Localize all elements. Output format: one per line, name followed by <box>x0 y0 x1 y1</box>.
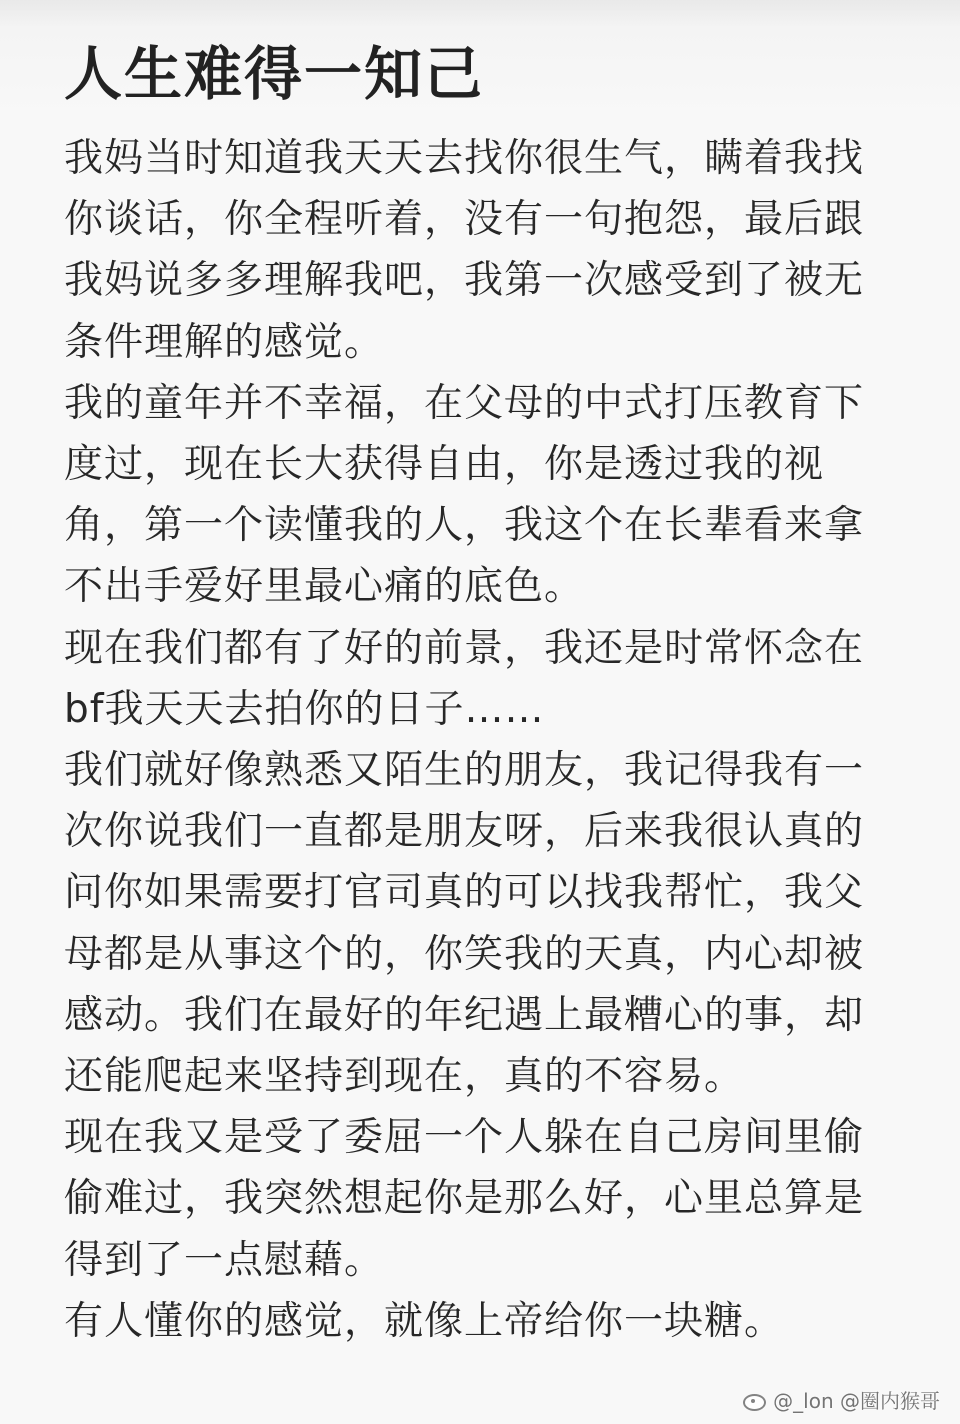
watermark-text: @_lon @圈内猴哥 <box>773 1388 940 1413</box>
post-paragraph-6: 有人懂你的感觉，就像上帝给你一块糖。 <box>64 1298 785 1344</box>
post-title: 人生难得一知己 <box>64 40 485 108</box>
post-body <box>64 128 874 1352</box>
top-shadow <box>0 0 960 28</box>
weibo-icon <box>741 1389 767 1409</box>
post-paragraph-5: 现在我又是受了委屈一个人躲在自己房间里偷偷难过，我突然想起你是那么好，心里总算是得到了一点慰藉。 <box>64 1115 865 1283</box>
post-paragraph-3: 现在我们都有了好的前景，我还是时常怀念在bf我天天去拍你的日子…… <box>64 625 865 732</box>
post-paragraph-1: 我妈当时知道我天天去找你很生气，瞒着我找你谈话，你全程听着，没有一句抱怨，最后跟我妈说多多理解我吧，我第一次感受到了被无条件理解的感觉。 <box>64 136 865 365</box>
weibo-watermark <box>741 1384 940 1414</box>
post-paragraph-2: 我的童年并不幸福，在父母的中式打压教育下度过，现在长大获得自由，你是透过我的视角，第一个读懂我的人，我这个在长辈看来拿不出手爱好里最心痛的底色。 <box>64 380 865 610</box>
post-paragraph-4: 我们就好像熟悉又陌生的朋友，我记得我有一次你说我们一直都是朋友呀，后来我很认真的问你如果需要打官司真的可以找我帮忙，我父母都是从事这个的，你笑我的天真，内心却被感动。我们在最好的年纪遇上最糟心的事，却还能爬起来坚持到现在，真的不容易。 <box>64 748 865 1100</box>
